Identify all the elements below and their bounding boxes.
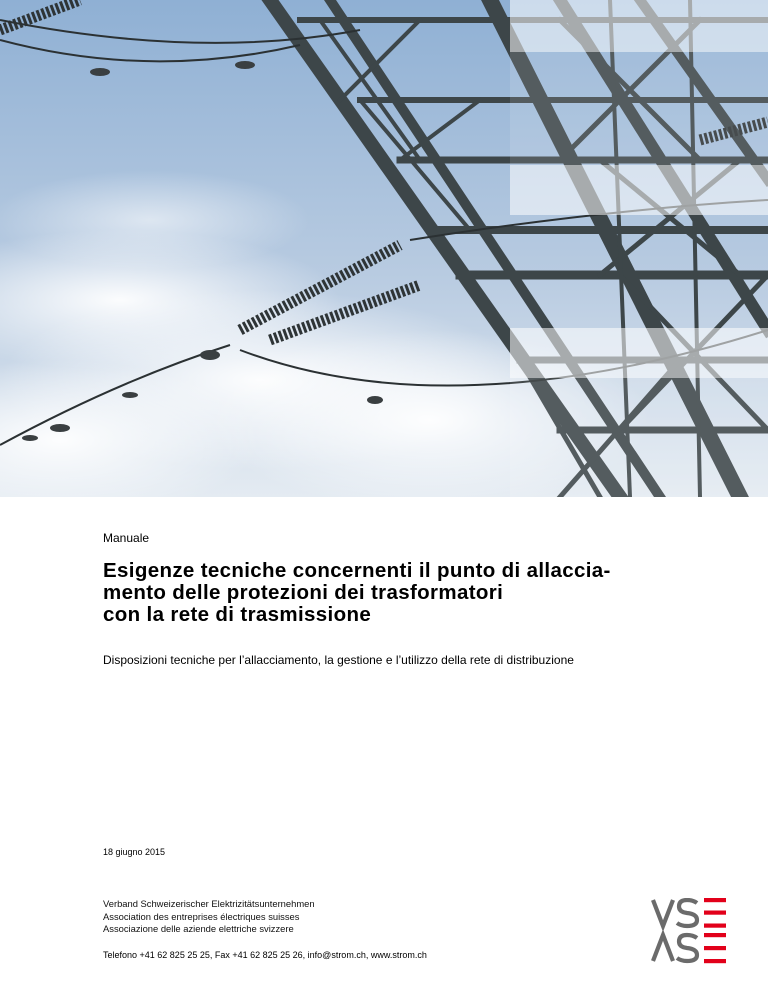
vse-aes-logo [651, 898, 727, 964]
document-title [103, 560, 723, 626]
title-line: mento delle protezioni dei trasformatori [103, 581, 504, 604]
contact-line: Telefono +41 62 825 25 25, Fax +41 62 825 25 26, info@strom.ch, www.strom.ch [103, 950, 427, 960]
organization-names [103, 898, 315, 936]
org-name-it: Associazione delle aziende elettriche svizzere [103, 923, 294, 934]
publication-date: 18 giugno 2015 [103, 847, 166, 857]
org-name-de: Verband Schweizerischer Elektrizitätsunternehmen [103, 898, 315, 909]
document-type: Manuale [103, 531, 150, 545]
title-line: con la rete di trasmissione [103, 603, 372, 626]
document-subtitle: Disposizioni tecniche per l’allacciamento, la gestione e l’utilizzo della rete di distribuzione [103, 653, 574, 667]
org-name-fr: Association des entreprises électriques suisses [103, 910, 300, 922]
title-line: Esigenze tecniche concernenti il punto di allaccia- [103, 559, 611, 582]
